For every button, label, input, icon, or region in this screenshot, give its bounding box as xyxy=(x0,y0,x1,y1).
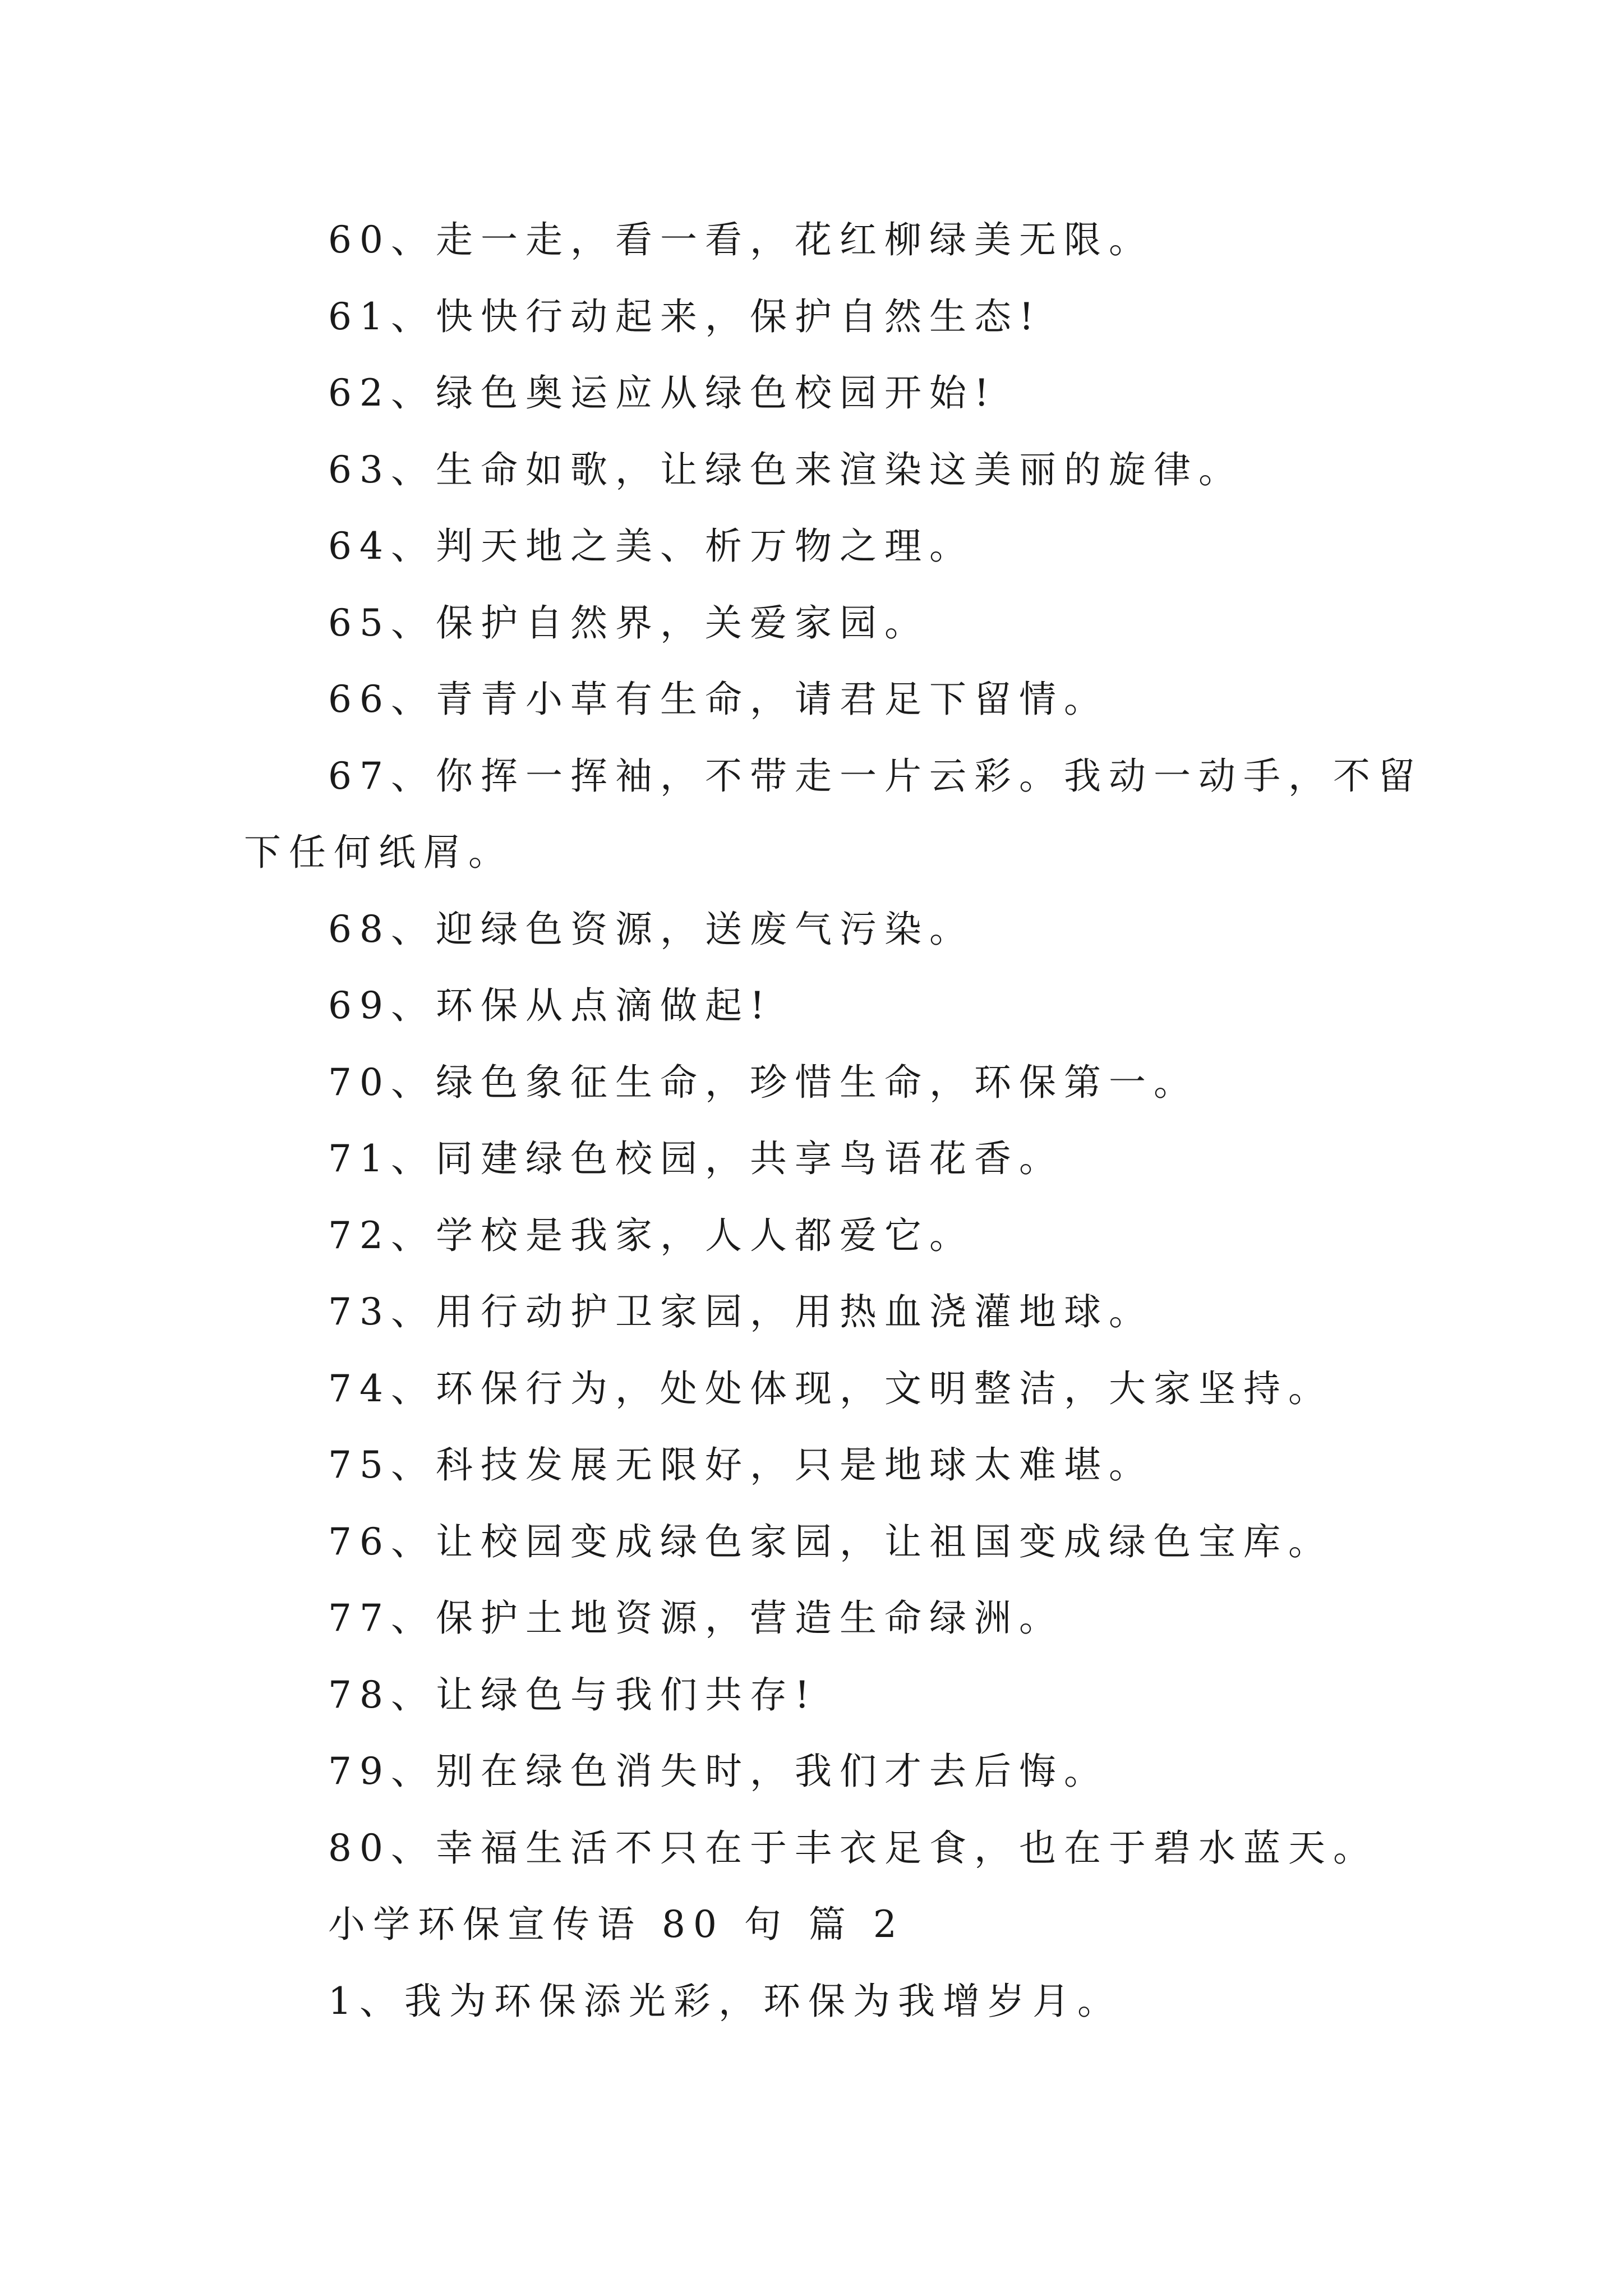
slogan-line-60: 60、走一走，看一看，花红柳绿美无限。 xyxy=(328,218,1154,261)
slogan-line-77: 77、保护土地资源，营造生命绿洲。 xyxy=(328,1596,1064,1640)
slogan-line-67-continuation: 下任何纸屑。 xyxy=(244,831,513,874)
slogan-line-78: 78、让绿色与我们共存! xyxy=(328,1673,818,1717)
slogan-line-79: 79、别在绿色消失时，我们才去后悔。 xyxy=(328,1750,1109,1793)
slogan-line-76: 76、让校园变成绿色家园，让祖国变成绿色宝库。 xyxy=(328,1520,1333,1563)
slogan-line-71: 71、同建绿色校园，共享鸟语花香。 xyxy=(328,1137,1064,1180)
slogan-line-72: 72、学校是我家，人人都爱它。 xyxy=(328,1213,974,1257)
slogan-line-62: 62、绿色奥运应从绿色校园开始! xyxy=(328,371,997,415)
slogan-line-75: 75、科技发展无限好，只是地球太难堪。 xyxy=(328,1443,1154,1487)
slogan-line-64: 64、判天地之美、析万物之理。 xyxy=(328,524,974,568)
slogan-line-74: 74、环保行为，处处体现，文明整洁，大家坚持。 xyxy=(328,1366,1333,1410)
slogan-line-61: 61、快快行动起来，保护自然生态! xyxy=(328,295,1042,338)
slogan-line-66: 66、青青小草有生命，请君足下留情。 xyxy=(328,678,1109,721)
slogan-line-63: 63、生命如歌，让绿色来渲染这美丽的旋律。 xyxy=(328,448,1243,491)
slogan-line-1: 1、我为环保添光彩，环保为我增岁月。 xyxy=(328,1979,1122,2023)
document-body xyxy=(244,202,1423,2040)
slogan-line-69: 69、环保从点滴做起! xyxy=(328,984,773,1027)
slogan-line-73: 73、用行动护卫家园，用热血浇灌地球。 xyxy=(328,1290,1154,1333)
slogan-line-68: 68、迎绿色资源，送废气污染。 xyxy=(328,907,974,951)
slogan-line-80: 80、幸福生活不只在于丰衣足食，也在于碧水蓝天。 xyxy=(328,1826,1378,1870)
slogan-line-65: 65、保护自然界，关爱家园。 xyxy=(328,601,929,645)
slogan-line-67: 67、你挥一挥袖，不带走一片云彩。我动一动手，不留 xyxy=(328,754,1423,798)
section-heading: 小学环保宣传语 80 句 篇 2 xyxy=(328,1903,905,1946)
slogan-line-70: 70、绿色象征生命，珍惜生命，环保第一。 xyxy=(328,1060,1198,1104)
